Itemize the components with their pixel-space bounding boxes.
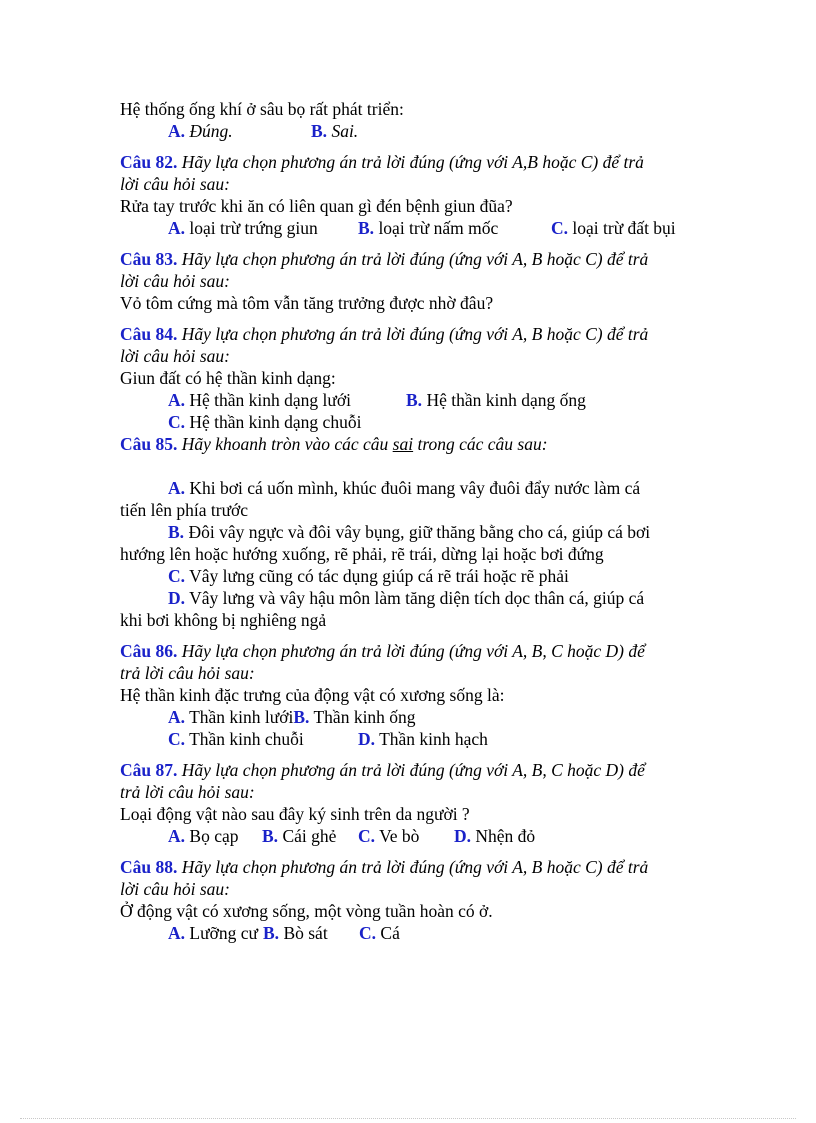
option-b: B. Cái ghẻ xyxy=(262,826,337,846)
question-instruction-cont: trả lời câu hỏi sau: xyxy=(120,663,255,683)
statement-b-cont: hướng lên hoặc hướng xuống, rẽ phải, rẽ trái, dừng lại hoặc bơi đứng xyxy=(120,544,604,564)
question-text: Ở động vật có xương sống, một vòng tuần hoàn có ở. xyxy=(120,901,493,921)
question-text: Loại động vật nào sau đây ký sinh trên da người ? xyxy=(120,804,470,824)
question-instruction: Hãy khoanh tròn vào các câu sai trong các câu sau: xyxy=(177,434,548,454)
question-88 xyxy=(120,856,695,944)
intro-options xyxy=(120,120,695,142)
question-number: Câu 84. xyxy=(120,324,178,344)
question-87 xyxy=(120,759,695,847)
option-a: A. Thần kinh lưới xyxy=(168,707,294,727)
question-instruction-cont: trả lời câu hỏi sau: xyxy=(120,782,255,802)
question-number: Câu 83. xyxy=(120,249,178,269)
question-85 xyxy=(120,433,695,631)
question-text: Rửa tay trước khi ăn có liên quan gì đén bệnh giun đũa? xyxy=(120,196,513,216)
question-instruction-cont: lời câu hỏi sau: xyxy=(120,174,230,194)
question-text: Vỏ tôm cứng mà tôm vẫn tăng trưởng được nhờ đâu? xyxy=(120,293,494,313)
question-options xyxy=(120,411,695,433)
option-d: D. Nhện đỏ xyxy=(454,826,536,846)
question-instruction: Hãy lựa chọn phương án trả lời đúng (ứng với A, B hoặc C) để trả xyxy=(177,249,649,269)
question-options xyxy=(120,922,695,944)
page-bottom-divider xyxy=(20,1118,796,1119)
question-number: Câu 82. xyxy=(120,152,178,172)
intro-option-b: B. Sai. xyxy=(311,121,359,141)
option-b: B. Hệ thần kinh dạng ống xyxy=(406,390,586,410)
question-text: Giun đất có hệ thần kinh dạng: xyxy=(120,368,336,388)
option-d: D. Thần kinh hạch xyxy=(358,729,488,749)
statement-b: B. Đôi vây ngực và đôi vây bụng, giữ thăng bằng cho cá, giúp cá bơi xyxy=(168,522,651,542)
question-options xyxy=(120,389,695,411)
question-86 xyxy=(120,640,695,750)
question-options xyxy=(120,825,695,847)
option-a: A. Hệ thần kinh dạng lưới xyxy=(168,390,352,410)
statement-c: C. Vây lưng cũng có tác dụng giúp cá rẽ trái hoặc rẽ phải xyxy=(168,566,569,586)
question-instruction-cont: lời câu hỏi sau: xyxy=(120,271,230,291)
intro-option-a: A. Đúng. xyxy=(168,121,233,141)
statement-a: A. Khi bơi cá uốn mình, khúc đuôi mang vây đuôi đẩy nước làm cá xyxy=(168,478,641,498)
blank-line xyxy=(120,455,695,477)
option-b: B. loại trừ nấm mốc xyxy=(358,218,499,238)
question-instruction: Hãy lựa chọn phương án trả lời đúng (ứng với A, B hoặc C) để trả xyxy=(177,324,649,344)
option-a: A. Bọ cạp xyxy=(168,826,239,846)
option-c: C. Cá xyxy=(359,923,400,943)
question-instruction-cont: lời câu hỏi sau: xyxy=(120,879,230,899)
document-page xyxy=(120,98,695,944)
question-options xyxy=(120,706,695,728)
option-c: C. Ve bò xyxy=(358,826,420,846)
intro-statement: Hệ thống ống khí ở sâu bọ rất phát triển: xyxy=(120,99,404,119)
option-c: C. Thần kinh chuỗi xyxy=(168,729,304,749)
question-text: Hệ thần kinh đặc trưng của động vật có xương sống là: xyxy=(120,685,505,705)
statement-d-cont: khi bơi không bị nghiêng ngả xyxy=(120,610,327,630)
emphasis-sai: sai xyxy=(392,434,414,454)
statement-d: D. Vây lưng và vây hậu môn làm tăng diện tích dọc thân cá, giúp cá xyxy=(168,588,645,608)
question-number: Câu 87. xyxy=(120,760,178,780)
option-c: C. loại trừ đất bụi xyxy=(551,218,676,238)
question-instruction: Hãy lựa chọn phương án trả lời đúng (ứng với A,B hoặc C) để trả xyxy=(177,152,644,172)
question-instruction-cont: lời câu hỏi sau: xyxy=(120,346,230,366)
question-number: Câu 86. xyxy=(120,641,178,661)
question-number: Câu 85. xyxy=(120,434,178,454)
question-options xyxy=(120,728,695,750)
option-a: A. Lưỡng cư xyxy=(168,923,258,943)
question-instruction: Hãy lựa chọn phương án trả lời đúng (ứng với A, B, C hoặc D) để xyxy=(177,760,645,780)
option-b: B. Bò sát xyxy=(263,923,328,943)
statement-a-cont: tiến lên phía trước xyxy=(120,500,249,520)
option-a: A. loại trừ trứng giun xyxy=(168,218,318,238)
question-options xyxy=(120,217,695,239)
question-83 xyxy=(120,248,695,314)
question-number: Câu 88. xyxy=(120,857,178,877)
question-84 xyxy=(120,323,695,433)
question-instruction: Hãy lựa chọn phương án trả lời đúng (ứng với A, B, C hoặc D) để xyxy=(177,641,645,661)
option-c: C. Hệ thần kinh dạng chuỗi xyxy=(168,412,362,432)
question-82 xyxy=(120,151,695,239)
question-instruction: Hãy lựa chọn phương án trả lời đúng (ứng với A, B hoặc C) để trả xyxy=(177,857,649,877)
option-b: B. Thần kinh ống xyxy=(293,707,416,727)
